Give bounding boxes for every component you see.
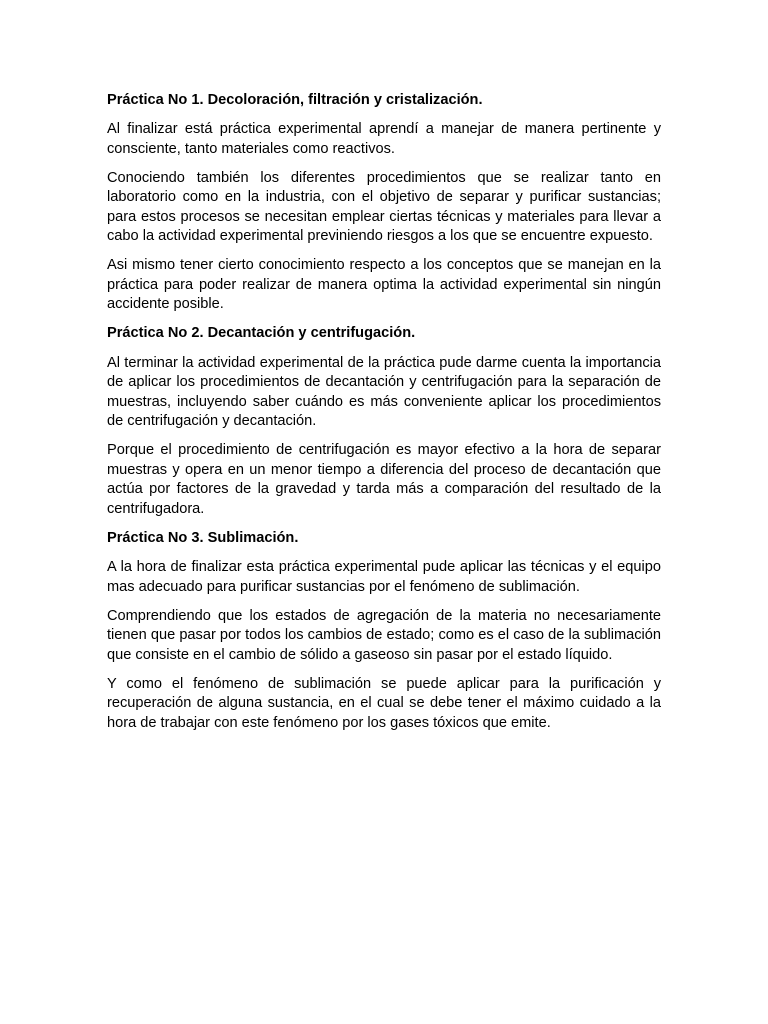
document-page: [107, 91, 661, 743]
paragraph: A la hora de finalizar esta práctica experimental pude aplicar las técnicas y el equipo mas adecuado para purificar sustancias por el fenómeno de sublimación.: [107, 559, 661, 595]
paragraph: Al finalizar está práctica experimental aprendí a manejar de manera pertinente y consciente, tanto materiales como reactivos.: [107, 121, 661, 157]
paragraph: Comprendiendo que los estados de agregación de la materia no necesariamente tienen que pasar por todos los cambios de estado; como es el caso de la sublimación que consiste en el cambio de sólido a gaseoso sin pasar por el estado líquido.: [107, 607, 661, 663]
section-heading-practica-3: Práctica No 3. Sublimación.: [107, 529, 299, 546]
section-heading-practica-1: Práctica No 1. Decoloración, filtración y cristalización.: [107, 92, 483, 108]
paragraph: Porque el procedimiento de centrifugación es mayor efectivo a la hora de separar muestras y opera en un menor tiempo a diferencia del proceso de decantación que actúa por factores de la gravedad y tarda más a comparación del resultado de la centrifugadora.: [107, 442, 661, 517]
paragraph: Al terminar la actividad experimental de la práctica pude darme cuenta la importancia de aplicar los procedimientos de decantación y centrifugación para la separación de muestras, incluyendo saber cuándo es más conveniente aplicar los procedimientos de centrifugación y decantación.: [107, 354, 661, 430]
section-heading-practica-2: Práctica No 2. Decantación y centrifugación.: [107, 325, 416, 342]
paragraph: Y como el fenómeno de sublimación se puede aplicar para la purificación y recuperación de alguna sustancia, en el cual se debe tener el máximo cuidado a la hora de trabajar con este fenómeno por los gases tóxicos que emite.: [107, 675, 661, 731]
paragraph: Conociendo también los diferentes procedimientos que se realizar tanto en laboratorio como en la industria, con el objetivo de separar y purificar sustancias; para estos procesos se necesitan emplear ciertas técnicas y materiales para llevar a cabo la actividad experimental previniendo riesgos a los que se encuentre expuesto.: [107, 170, 661, 245]
paragraph: Asi mismo tener cierto conocimiento respecto a los conceptos que se manejan en la práctica para poder realizar de manera optima la actividad experimental sin ningún accidente posible.: [107, 257, 661, 313]
